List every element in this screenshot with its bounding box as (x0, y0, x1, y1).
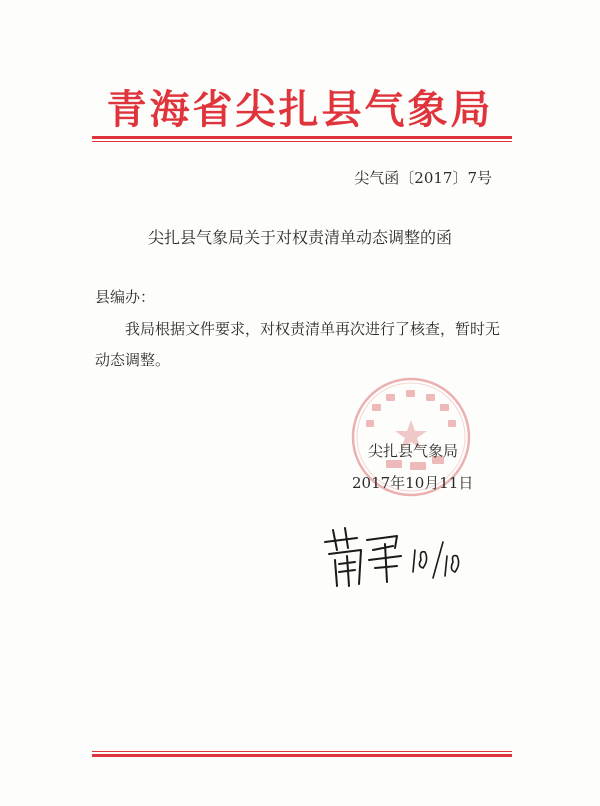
header-divider-thick (92, 136, 512, 139)
document-number: 尖气函〔2017〕7号 (354, 169, 492, 187)
signing-organization: 尖扎县气象局 (368, 442, 459, 460)
document-subject: 尖扎县气象局关于对权责清单动态调整的函 (147, 228, 452, 247)
recipient: 县编办： (95, 288, 156, 306)
footer-divider-thick (92, 754, 512, 757)
letterhead-title: 青海省尖扎县气象局 (106, 86, 494, 133)
handwritten-signature (315, 520, 465, 590)
footer-divider-thin (92, 751, 512, 752)
signing-date: 2017年10月11日 (352, 474, 474, 492)
header-divider-thin (92, 141, 512, 142)
body-paragraph: 我局根据文件要求，对权责清单再次进行了核查，暂时无动态调整。 (95, 320, 501, 369)
